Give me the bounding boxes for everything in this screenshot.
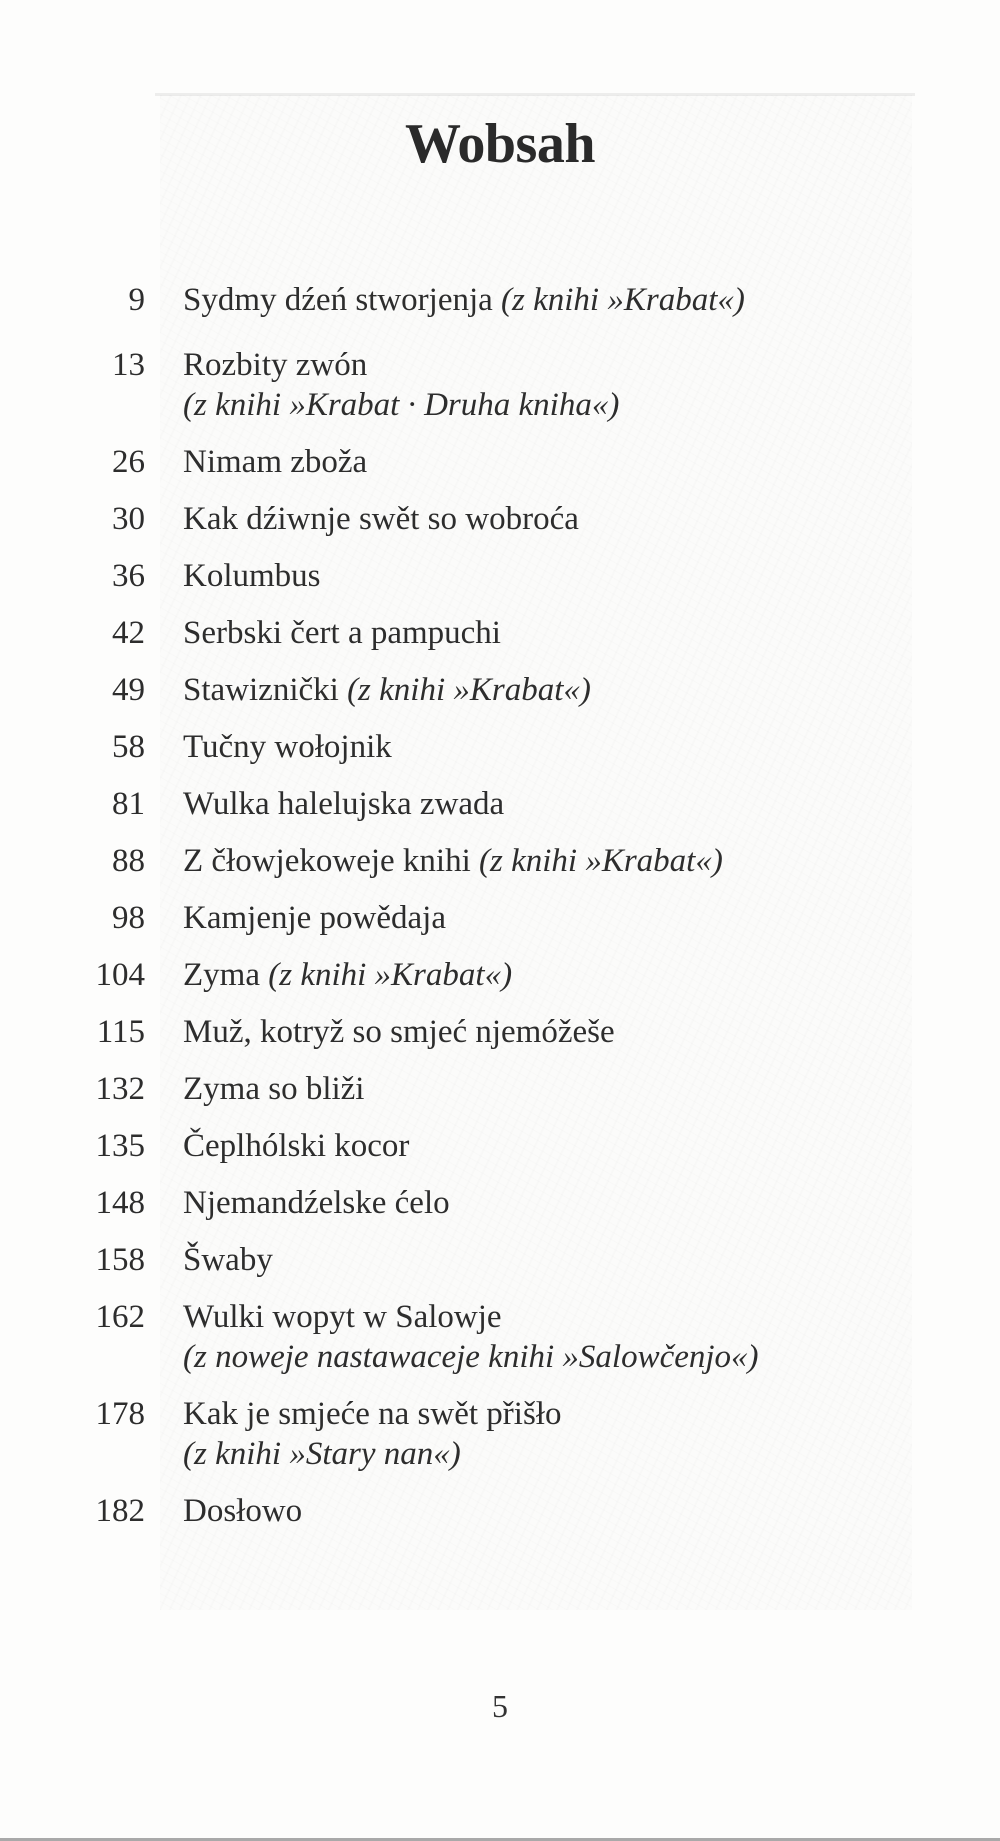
toc-title: Čeplhólski kocor: [183, 1128, 410, 1164]
toc-title: Zyma so bliži: [183, 1071, 365, 1107]
toc-page-number: 148: [95, 1185, 145, 1221]
page-number: 5: [492, 1688, 508, 1724]
toc-title: Wulka halelujska zwada: [183, 786, 505, 822]
toc-source-note: (z knihi »Stary nan«): [183, 1436, 461, 1472]
toc-entry[interactable]: [0, 1491, 1000, 1531]
toc-page-number: 98: [112, 900, 145, 936]
toc-source-note: (z knihi »Krabat«): [479, 843, 723, 879]
toc-title: Z čłowjekoweje knihi: [183, 843, 471, 879]
toc-entry[interactable]: [0, 670, 1000, 710]
toc-title: Kak je smjeće na swět přišło: [183, 1396, 562, 1432]
toc-source-note: (z knihi »Krabat«): [347, 672, 591, 708]
toc-entry[interactable]: [0, 898, 1000, 938]
toc-page-number: 81: [112, 786, 145, 822]
toc-entry[interactable]: [0, 1297, 1000, 1377]
toc-title: Zyma: [183, 957, 260, 993]
toc-title: Dosłowo: [183, 1493, 303, 1529]
toc-page-number: 132: [95, 1071, 145, 1107]
toc-entry[interactable]: [0, 1394, 1000, 1474]
toc-page-number: 182: [95, 1493, 145, 1529]
toc-page-number: 104: [95, 957, 145, 993]
toc-entry[interactable]: [0, 345, 1000, 425]
toc-title: Kak dźiwnje swět so wobroća: [183, 501, 579, 537]
toc-entry[interactable]: [0, 1126, 1000, 1166]
toc-entry[interactable]: [0, 841, 1000, 881]
toc-page-number: 162: [95, 1299, 145, 1335]
table-of-contents: [0, 280, 1000, 1548]
toc-page-number: 88: [112, 843, 145, 879]
toc-page-number: 42: [112, 615, 145, 651]
toc-title: Šwaby: [183, 1242, 273, 1278]
toc-entry[interactable]: [0, 556, 1000, 596]
toc-entry[interactable]: [0, 1183, 1000, 1223]
toc-entry[interactable]: [0, 955, 1000, 995]
toc-page-number: 26: [112, 444, 145, 480]
toc-page-number: 13: [112, 347, 145, 383]
toc-title: Kamjenje powědaja: [183, 900, 446, 936]
toc-title: Kolumbus: [183, 558, 321, 594]
toc-page-number: 158: [95, 1242, 145, 1278]
toc-entry[interactable]: [0, 1012, 1000, 1052]
toc-title: Stawiznički: [183, 672, 339, 708]
toc-title: Tučny wołojnik: [183, 729, 392, 765]
toc-page-number: 135: [95, 1128, 145, 1164]
toc-entry[interactable]: [0, 1069, 1000, 1109]
toc-page-number: 115: [96, 1014, 145, 1050]
toc-page-number: 36: [112, 558, 145, 594]
toc-title: Nimam zboža: [183, 444, 368, 480]
toc-page-number: 30: [112, 501, 145, 537]
toc-entry[interactable]: [0, 613, 1000, 653]
page-title: Wobsah: [405, 113, 595, 175]
toc-page-number: 178: [95, 1396, 145, 1432]
toc-entry[interactable]: [0, 727, 1000, 767]
toc-entry[interactable]: [0, 442, 1000, 482]
toc-entry[interactable]: [0, 499, 1000, 539]
toc-page-number: 49: [112, 672, 145, 708]
toc-entry[interactable]: [0, 784, 1000, 824]
toc-title: Rozbity zwón: [183, 347, 368, 383]
toc-title: Njemandźelske ćelo: [183, 1185, 450, 1221]
toc-title: Muž, kotryž so smjeć njemóžeše: [183, 1014, 615, 1050]
toc-source-note: (z knihi »Krabat«): [268, 957, 513, 993]
toc-page-number: 58: [112, 729, 145, 765]
toc-title: Serbski čert a pampuchi: [183, 615, 501, 651]
toc-page-number: 9: [128, 282, 145, 318]
toc-source-note: (z knihi »Krabat · Druha kniha«): [183, 387, 620, 423]
toc-entry[interactable]: [0, 280, 1000, 320]
toc-entry[interactable]: [0, 1240, 1000, 1280]
toc-source-note: (z knihi »Krabat«): [501, 282, 745, 318]
toc-title: Sydmy dźeń stworjenja: [183, 282, 493, 318]
toc-title: Wulki wopyt w Salowje: [183, 1299, 502, 1335]
page-top-edge: [155, 93, 915, 96]
toc-source-note: (z noweje nastawaceje knihi »Salowčenjo«): [183, 1339, 759, 1375]
